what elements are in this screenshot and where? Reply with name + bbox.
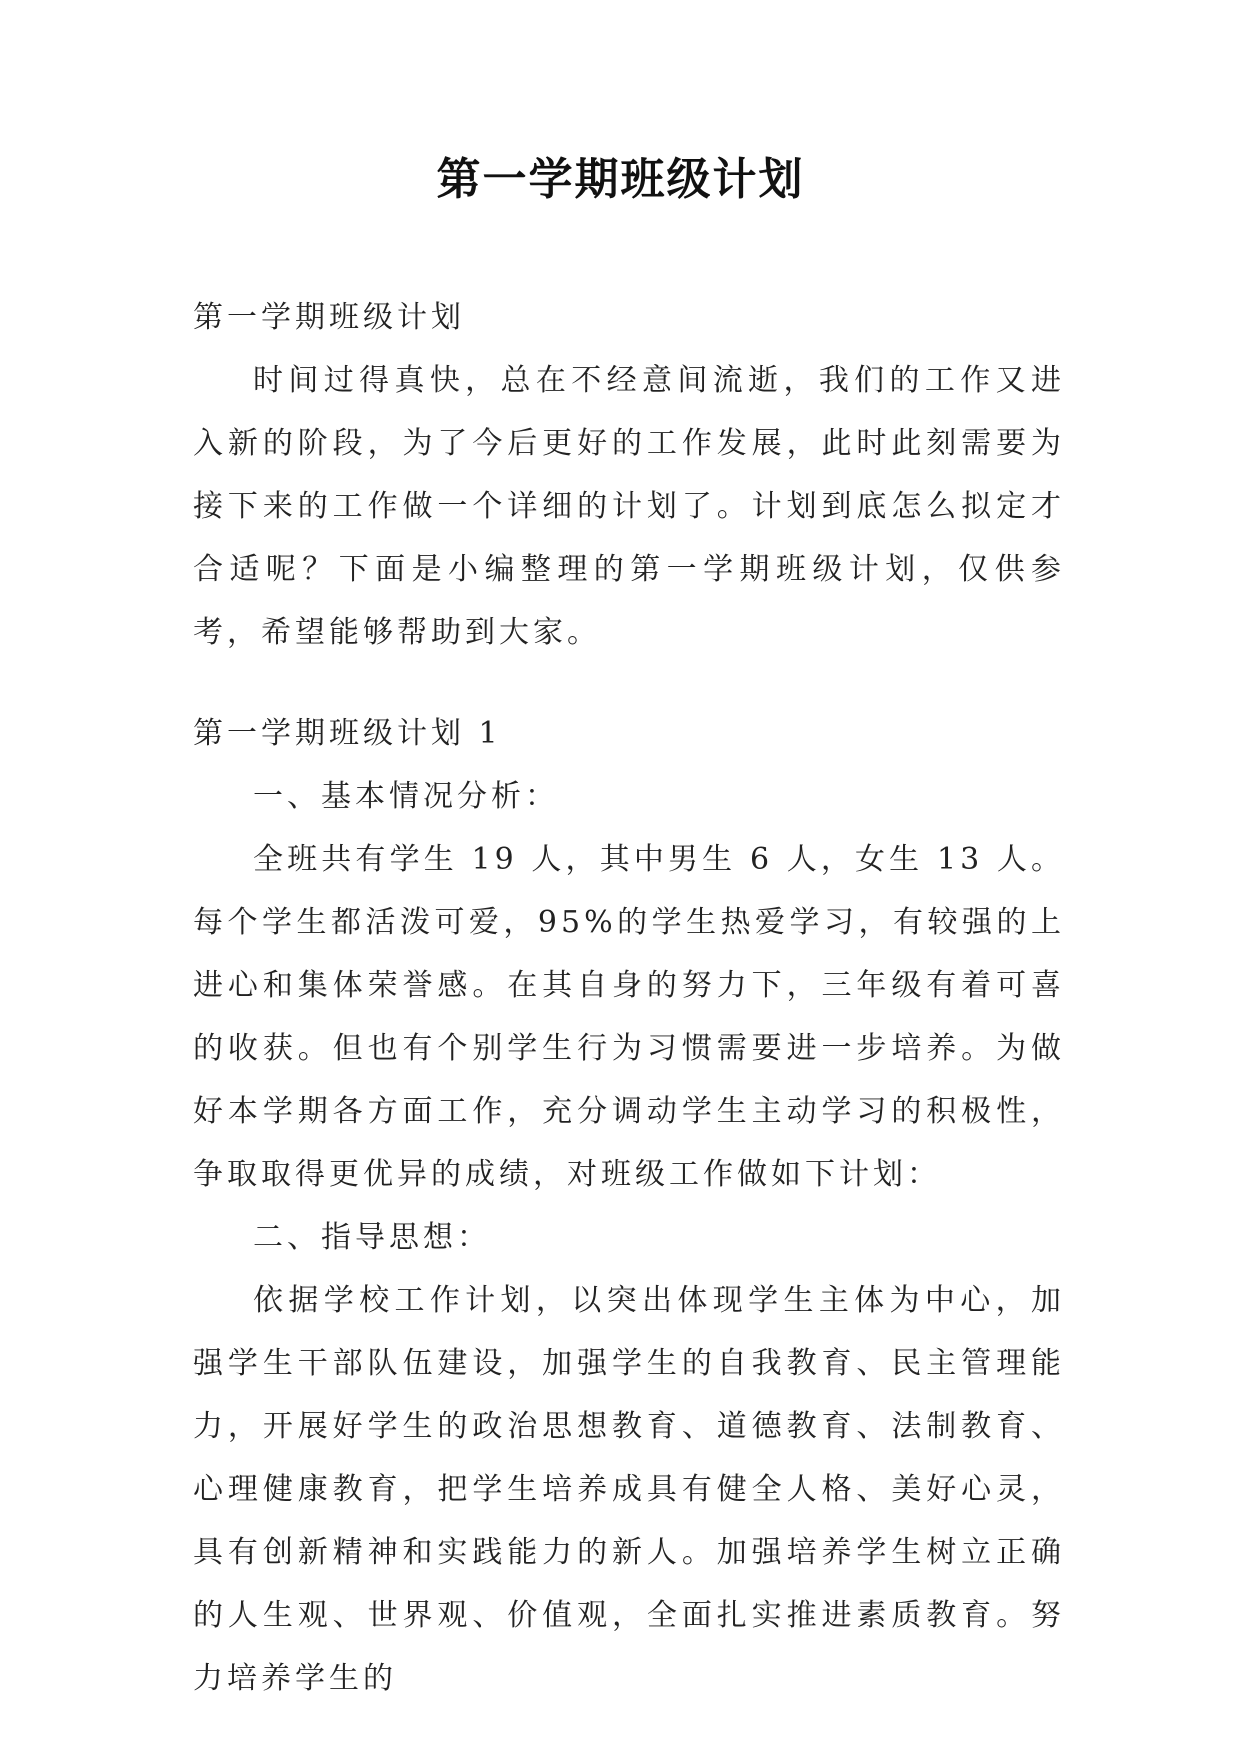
subheading-guiding-thought: 二、指导思想： [253,1220,491,1255]
section-heading: 第一学期班级计划 [193,300,465,335]
subheading-basic-analysis: 一、基本情况分析： [253,779,559,814]
document-body [193,286,1065,1710]
guiding-thought-paragraph: 依据学校工作计划，以突出体现学生主体为中心，加强学生干部队伍建设，加强学生的自我教育、民主管理能力，开展好学生的政治思想教育、道德教育、法制教育、心理健康教育，把学生培养成具有健全人格、美好心灵，具有创新精神和实践能力的新人。加强培养学生树立正确的人生观、世界观、价值观，全面扎实推进素质教育。努力培养学生的 [193,1283,1065,1696]
plan-heading: 第一学期班级计划 1 [193,716,502,751]
intro-paragraph: 时间过得真快，总在不经意间流逝，我们的工作又进入新的阶段，为了今后更好的工作发展，此时此刻需要为接下来的工作做一个详细的计划了。计划到底怎么拟定才合适呢？下面是小编整理的第一学期班级计划，仅供参考，希望能够帮助到大家。 [193,363,1065,650]
document-title: 第一学期班级计划 [436,154,805,205]
basic-analysis-paragraph: 全班共有学生 19 人，其中男生 6 人，女生 13 人。每个学生都活泼可爱，95%的学生热爱学习，有较强的上进心和集体荣誉感。在其自身的努力下，三年级有着可喜的收获。但也有个别学生行为习惯需要进一步培养。为做好本学期各方面工作，充分调动学生主动学习的积极性，争取取得更优异的成绩，对班级工作做如下计划： [193,842,1065,1192]
